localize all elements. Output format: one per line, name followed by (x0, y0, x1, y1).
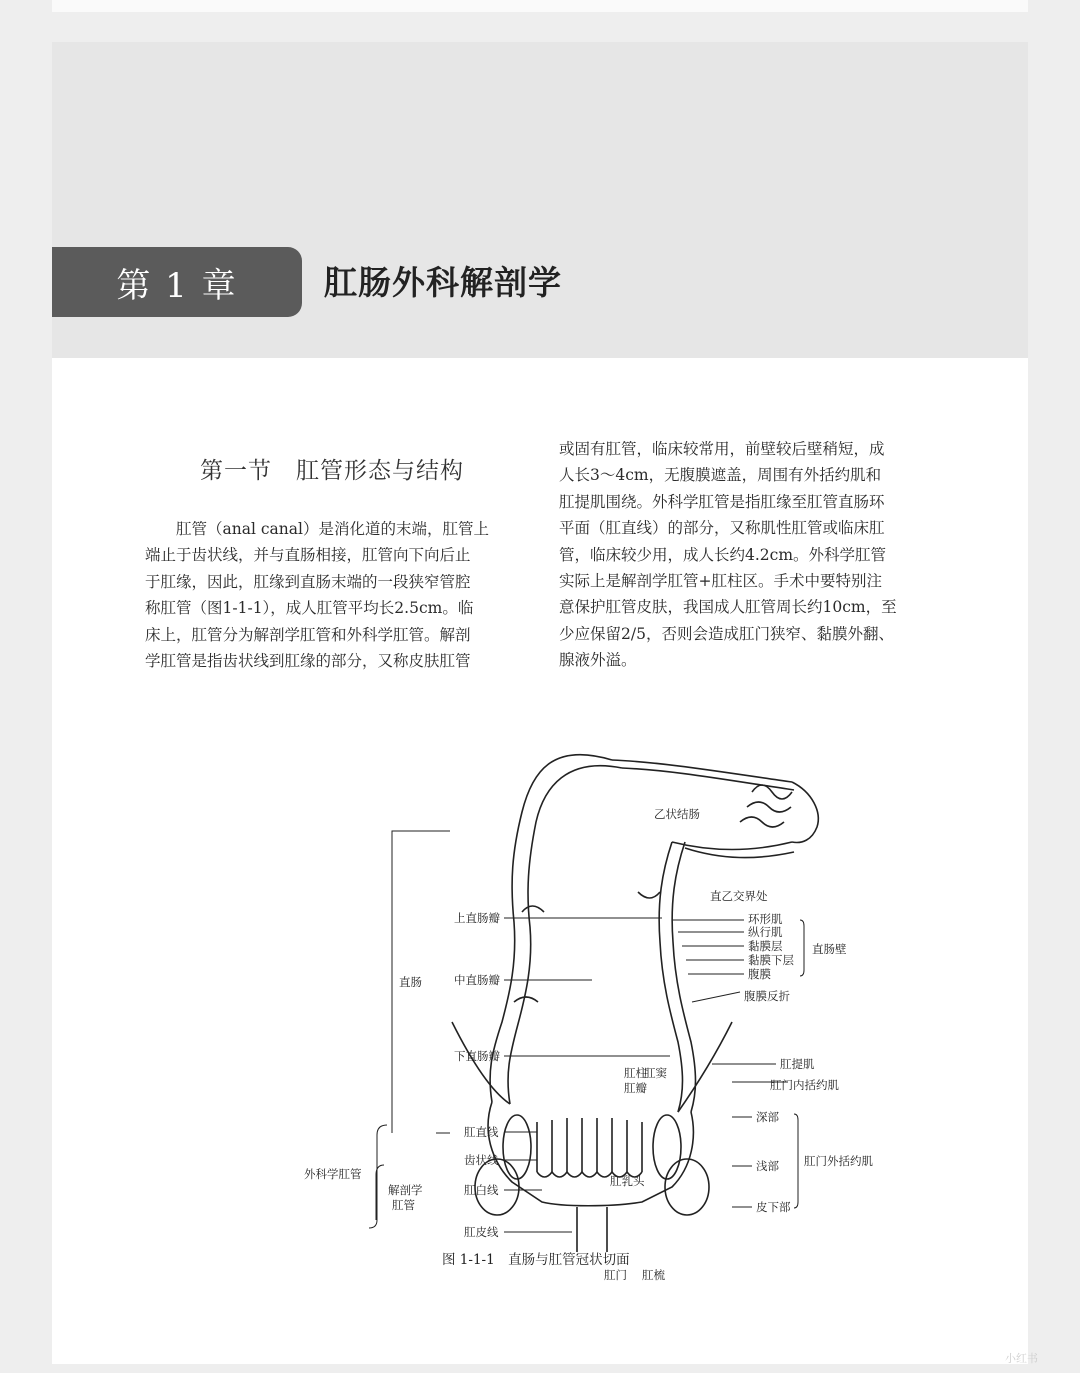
rectum-left-wall-inner (508, 766, 622, 1104)
label-superficial: 浅部 (756, 1159, 779, 1173)
left-internal-sphincter (503, 1115, 531, 1179)
book-page (52, 42, 1028, 1364)
label-upper-valve: 上直肠瓣 (454, 911, 500, 925)
watermark-logo: 小红书 (1005, 1352, 1038, 1365)
label-surgical-canal: 外科学肛管 (304, 1167, 362, 1181)
chapter-number-tab (52, 247, 302, 317)
label-pecten: 肛梳 (642, 1268, 665, 1282)
body-line: 称肛管（图1-1-1），成人肛管平均长2.5cm。临 (145, 599, 474, 618)
anal-columns (537, 1118, 642, 1172)
label-anorectal-line: 肛直线 (464, 1125, 499, 1139)
rectum-right-wall-inner (672, 842, 695, 1112)
right-internal-sphincter (653, 1115, 681, 1179)
body-line: 管，临床较少用，成人长约4.2cm。外科学肛管 (559, 545, 887, 564)
body-column-right (559, 436, 935, 674)
body-line: 人长3～4cm，无腹膜遮盖，周围有外括约肌和 (559, 466, 882, 485)
chapter-title: 肛肠外科解剖学 (324, 263, 562, 302)
label-levator: 肛提肌 (780, 1057, 815, 1071)
body-line: 床上，肛管分为解剖学肛管和外科学肛管。解剖 (145, 625, 471, 644)
label-submucosa: 黏膜下层 (748, 953, 794, 967)
label-anus: 肛门 (604, 1268, 627, 1282)
rectal-valve-folds (514, 892, 660, 1002)
label-rectal-wall: 直肠壁 (812, 942, 847, 956)
label-white-line: 肛白线 (464, 1183, 499, 1197)
label-mucosa: 黏膜层 (748, 939, 783, 953)
body-line: 腺液外溢。 (559, 651, 637, 670)
body-line: 学肛管是指齿状线到肛缘的部分，又称皮肤肛管 (145, 652, 471, 671)
label-sigmoid: 乙状结肠 (654, 807, 700, 821)
body-line: 平面（肛直线）的部分，又称肌性肛管或临床肛 (559, 519, 885, 538)
label-anatomical-canal-1: 解剖学 (388, 1183, 423, 1197)
body-line: 肛管（anal canal）是消化道的末端，肛管上 (176, 520, 489, 538)
external-sphincter-leaders (732, 1117, 752, 1207)
sigmoid-upper-wall (612, 760, 792, 782)
reflection-leader (692, 992, 740, 1002)
label-dentate-line: 齿状线 (464, 1153, 499, 1167)
label-subcutaneous: 皮下部 (756, 1200, 791, 1214)
label-anal-verge: 肛皮线 (464, 1225, 499, 1239)
body-line: 端止于齿状线，并与直肠相接，肛管向下向后止 (145, 546, 471, 565)
body-line: 意保护肛管皮肤，我国成人肛管周长约10cm，至 (559, 598, 897, 617)
label-circular: 环形肌 (748, 912, 783, 926)
label-rectosigmoid: 直乙交界处 (710, 889, 768, 903)
label-internal-sphincter: 肛门内括约肌 (770, 1078, 839, 1092)
label-rectum: 直肠 (399, 975, 422, 989)
body-line: 少应保留2/5，否则会造成肛门狭窄、黏膜外翻、 (559, 624, 894, 643)
label-peritoneal-reflection: 腹膜反折 (744, 989, 790, 1003)
sigmoid-lower-wall (672, 842, 792, 850)
wall-layer-leaders (672, 920, 744, 974)
label-peritoneum: 腹膜 (748, 967, 771, 981)
body-line: 实际上是解剖学肛管+肛柱区。手术中要特别注 (559, 572, 882, 591)
label-external-sphincter: 肛门外括约肌 (804, 1154, 873, 1168)
label-papilla: 肛乳头 (610, 1174, 645, 1188)
body-line: 或固有肛管，临床较常用，前壁较后壁稍短，成 (559, 440, 885, 458)
label-anatomical-canal-2: 肛管 (392, 1198, 415, 1212)
label-column-c: 肛窦 (644, 1066, 667, 1080)
label-column-a: 肛柱 (624, 1066, 647, 1080)
label-deep: 深部 (756, 1110, 779, 1124)
body-line: 肛提肌围绕。外科学肛管是指肛缘至肛管直肠环 (559, 492, 885, 511)
label-lower-valve: 下直肠瓣 (454, 1049, 500, 1063)
chapter-number: 第 1 章 (116, 265, 238, 306)
body-line: 于肛缘，因此，肛缘到直肠末端的一段狭窄管腔 (145, 572, 471, 591)
label-middle-valve: 中直肠瓣 (454, 973, 500, 987)
label-longitudinal: 纵行肌 (748, 925, 783, 939)
top-page-strip (52, 0, 1028, 12)
label-column-b: 肛瓣 (624, 1081, 647, 1095)
surgical-canal-bracket (369, 1125, 387, 1228)
sigmoid-folds (740, 785, 792, 827)
rectum-left-wall (490, 755, 612, 1102)
sigmoid-cut-end (792, 782, 818, 842)
rectal-wall-bracket (800, 920, 804, 976)
external-sphincter-bracket (794, 1114, 798, 1208)
section-title: 第一节 肛管形态与结构 (200, 458, 464, 484)
figure-caption: 图 1-1-1 直肠与肛管冠状切面 (442, 1252, 630, 1268)
anal-orifice (577, 1207, 607, 1252)
chapter-header-band (52, 42, 1028, 358)
body-column-left (145, 516, 521, 674)
